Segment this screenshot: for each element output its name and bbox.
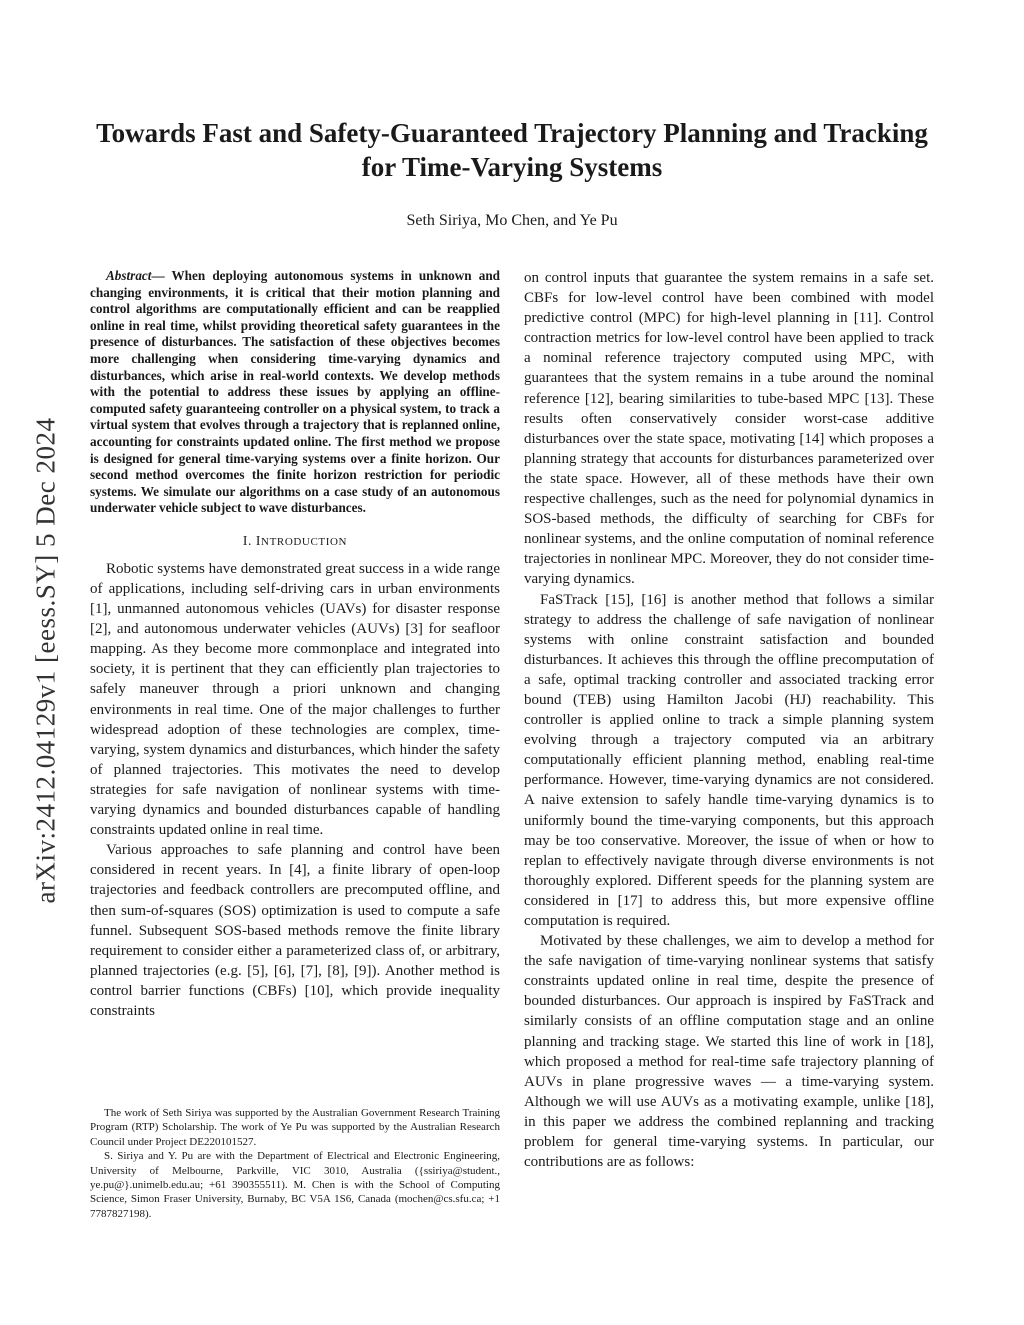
intro-paragraph-2: Various approaches to safe planning and control have been considered in recent years. In [4], a finite library of open-loop trajectories and feedback controllers are precomputed offline, and then sum-of-squares (SOS) optimization is used to compute a safe funnel. Subsequent SOS-based methods remove the finite library requirement to consider either a parameterized class of, or arbitrary, planned trajectories (e.g. [5], [6], [7], [8], [9]). Another method is control barrier functions (CBFs) [10], which provide inequality constraints (90, 842, 500, 1019)
footnotes (90, 1106, 500, 1221)
intro-paragraph-1: Robotic systems have demonstrated great success in a wide range of applications, including self-driving cars in urban environments [1], unmanned autonomous vehicles (UAVs) for disaster response [2], and autonomous underwater vehicles (AUVs) [3] for seafloor mapping. As they become more commonplace and integrated into society, it is pertinent that they can efficiently plan trajectories to safely maneuver through a priori unknown and changing environments in real time. One of the major challenges to further widespread adoption of these technologies are complex, time-varying, system dynamics and disturbances, which hinder the safety of planned trajectories. This motivates the need to develop strategies for safe navigation of nonlinear systems with time-varying dynamics and bounded disturbances capable of handling constraints updated online in real time. (90, 560, 500, 839)
abstract (90, 268, 500, 517)
section-heading-introduction (90, 533, 500, 549)
arxiv-identifier-text: arXiv:2412.04129v1 [eess.SY] 5 Dec 2024 (30, 417, 61, 903)
right-column (524, 268, 934, 1172)
abstract-label: Abstract (106, 268, 152, 283)
right-paragraph-3: Motivated by these challenges, we aim to develop a method for the safe navigation of time-varying nonlinear systems that satisfy constraints updated online in real time, despite the presence of bounded disturbances. Our approach is inspired by FaSTrack and similarly consists of an offline computation stage and an online planning and tracking stage. We started this line of work in [18], which proposed a method for real-time safe trajectory planning of AUVs in plane progressive waves — a time-varying system. Although we will use AUVs as a motivating example, unlike [18], in this paper we address the combined replanning and tracking problem for general time-varying systems. In particular, our contributions are as follows: (524, 933, 934, 1171)
right-paragraph-2: FaSTrack [15], [16] is another method that follows a similar strategy to address the challenge of safe navigation of nonlinear systems with online constraint satisfaction and bounded disturbances. It achieves this through the offline precomputation of a safe, optimal tracking controller and associated tracking error bound (TEB) using Hamilton Jacobi (HJ) reachability. This controller is applied online to track a simple planning system evolving through a trajectory computed via an arbitrary computationally efficient planning method, enabling real-time performance. However, time-varying dynamics are not considered. A naive extension to safely handle time-varying dynamics is to uniformly bound the time-varying components, but this approach may be too conservative. Moreover, the issue of when or how to replan to effectively navigate through diverse environments is not thoroughly explored. Different speeds for the planning system are considered in [17] to address this, but more expensive offline computation is required. (524, 591, 934, 929)
paper-title-line-1: Towards Fast and Safety-Guaranteed Trajectory Planning and Tracking (96, 118, 928, 148)
section-heading-number: I. I (242, 532, 262, 548)
footnote-funding: The work of Seth Siriya was supported by the Australian Government Research Training Program (RTP) Scholarship. The work of Ye Pu was supported by the Australian Research Council under Project DE220101527. (90, 1107, 500, 1148)
left-column (90, 268, 500, 1021)
paper-title-line-2: for Time-Varying Systems (361, 152, 663, 182)
section-heading-rest: NTRODUCTION (261, 535, 348, 548)
abstract-text: — When deploying autonomous systems in unknown and changing environments, it is critical that their motion planning and control algorithms are computationally efficient and can be reapplied online in real time, whilst providing theoretical safety guarantees in the presence of disturbances. The satisfaction of these objectives becomes more challenging when considering time-varying dynamics and disturbances, which arise in real-world contexts. We develop methods with the potential to address these issues by applying an offline-computed safety guaranteeing controller on a physical system, to track a virtual system that evolves through a trajectory that is replanned online, accounting for constraints updated online. The first method we propose is designed for general time-varying systems over a finite horizon. Our second method overcomes the finite horizon restriction for periodic systems. We simulate our algorithms on a case study of an autonomous underwater vehicle subject to wave disturbances. (90, 268, 500, 516)
footnote-affiliations: S. Siriya and Y. Pu are with the Department of Electrical and Electronic Engineering, University of Melbourne, Parkville, VIC 3010, Australia ({ssiriya@student., ye.pu@}.unimelb.edu.au; +61 390355511). M. Chen is with the School of Computing Science, Simon Fraser University, Burnaby, BC V5A 1S6, Canada (mochen@cs.sfu.ca; +1 7787827198). (90, 1150, 500, 1220)
arxiv-identifier (26, 350, 66, 970)
right-paragraph-1: on control inputs that guarantee the system remains in a safe set. CBFs for low-level control have been combined with model predictive control (MPC) for high-level planning in [11]. Control contraction metrics for low-level control have been applied to track a nominal reference trajectory computed using MPC, with guarantees that the system remains in a tube around the nominal reference [12], bearing similarities to tube-based MPC [13]. These results often conservatively consider worst-case additive disturbances over the state space, motivating [14] which proposes a planning strategy that accounts for disturbances parameterized over the state space. However, all of these methods have their own respective challenges, such as the need for polynomial dynamics in SOS-based methods, the difficulty of searching for CBFs for nonlinear systems, and the online computation of nominal reference trajectories in nonlinear MPC. Moreover, they do not consider time-varying dynamics. (524, 270, 934, 588)
paper-title (70, 116, 954, 184)
paper-authors: Seth Siriya, Mo Chen, and Ye Pu (406, 212, 618, 229)
